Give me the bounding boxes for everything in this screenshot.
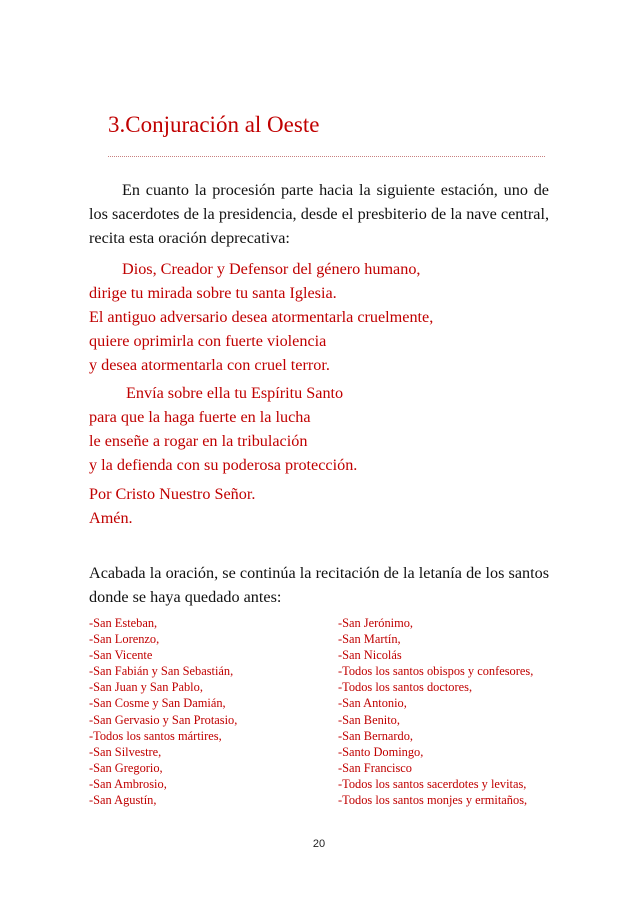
litany-item: -San Esteban, [89,616,158,630]
litany-item: -Todos los santos monjes y ermitaños, [338,793,528,808]
litany-item: -Todos los santos mártires, [89,728,222,743]
litany-item: -San Francisco [338,760,412,775]
prayer-line: dirige tu mirada sobre tu santa Iglesia. [89,284,337,302]
litany-item: -San Ambrosio, [89,776,167,791]
prayer-line: Por Cristo Nuestro Señor. [89,485,256,503]
intro-paragraph: En cuanto la procesión parte hacia la siguiente estación, uno de los sacerdotes de la presidencia, desde el presbiterio de la nave central, recita esta oración deprecativa: [89,181,549,247]
prayer-line: le enseñe a rogar en la tribulación [89,432,308,450]
litany-item: -San Fabián y San Sebastián, [89,664,234,679]
prayer-line: El antiguo adversario desea atormentarla cruelmente, [89,308,434,326]
page-number: 20 [312,838,326,850]
litany-item: -San Nicolás [338,648,402,663]
prayer-line: quiere oprimirla con fuerte violencia [89,332,327,350]
prayer-stanza-1 [89,257,549,377]
prayer-closing [89,482,549,530]
litany-item: -Todos los santos obispos y confesores, [338,664,534,679]
litany-item: -San Martín, [338,632,401,647]
prayer-line: y desea atormentarla con cruel terror. [89,356,330,374]
litany-item: -Todos los santos doctores, [338,680,473,695]
litany-item: -San Lorenzo, [89,632,160,647]
litany-item: -San Vicente [89,648,153,663]
after-prayer-paragraph: Acabada la oración, se continúa la recitación de la letanía de los santos donde se haya quedado antes: [89,564,549,606]
litany-item: -San Juan y San Pablo, [89,680,203,695]
litany-item: -Santo Domingo, [338,744,424,759]
litany-item: -Todos los santos sacerdotes y levitas, [338,776,527,791]
section-title: 3.Conjuración al Oeste [108,112,320,137]
litany-right-column [338,615,533,808]
prayer-line: y la defienda con su poderosa protección. [89,456,358,474]
litany-item: -San Gregorio, [89,760,163,775]
litany-item: -San Bernardo, [338,728,414,743]
litany-left-column [89,615,237,808]
prayer-line: Envía sobre ella tu Espíritu Santo [126,384,344,402]
dotted-divider [108,156,545,157]
prayer-stanza-2 [89,381,549,477]
litany-item: -San Antonio, [338,696,407,711]
prayer-line: Dios, Creador y Defensor del género humano, [122,260,421,278]
litany-item: -San Silvestre, [89,744,162,759]
litany-item: -San Cosme y San Damián, [89,696,226,711]
litany-item: -San Jerónimo, [338,616,414,630]
litany-item: -San Gervasio y San Protasio, [89,712,238,727]
prayer-line: Amén. [89,509,133,527]
litany-item: -San Benito, [338,712,400,727]
litany-item: -San Agustín, [89,793,157,808]
prayer-line: para que la haga fuerte en la lucha [89,408,311,426]
